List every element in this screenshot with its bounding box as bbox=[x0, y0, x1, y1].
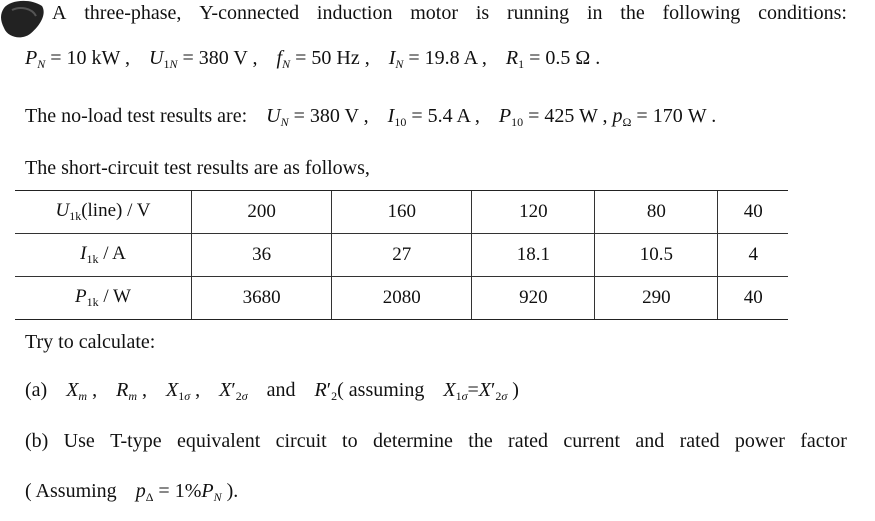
mechanical-loss: 170 W bbox=[652, 105, 707, 127]
table-cell: 2080 bbox=[332, 277, 472, 320]
task-b bbox=[25, 430, 847, 453]
task-a-label: (a) bbox=[25, 379, 48, 401]
task-a: (a) $X_m$ , $R_m$ , $X_{1\sigma}$ , $X'_{2\sigma}$ and $R'_2$( assuming $X_{1\sigma}=X'_{2\sigma}$ ) bbox=[25, 379, 519, 403]
rated-power: 10 kW bbox=[66, 47, 121, 69]
task-a-and: and bbox=[266, 379, 296, 401]
short-circuit-table bbox=[15, 190, 788, 320]
task-b-word: the bbox=[468, 430, 493, 452]
table-cell: 40 bbox=[718, 191, 788, 234]
rated-current: 19.8 A bbox=[424, 47, 477, 69]
table-cell: 10.5 bbox=[595, 234, 718, 277]
noload-voltage: 380 V bbox=[309, 105, 359, 127]
task-b-assuming: ( Assuming bbox=[25, 480, 117, 502]
intro-word: induction bbox=[316, 2, 393, 24]
task-b-word: Use bbox=[63, 430, 95, 452]
task-b-word: current bbox=[563, 430, 621, 452]
table-cell: 27 bbox=[332, 234, 472, 277]
rated-frequency: 50 Hz bbox=[311, 47, 360, 69]
table-cell: 4 bbox=[718, 234, 788, 277]
row-label-voltage: $U_{1k}(line)$ / V bbox=[15, 191, 192, 234]
table-cell: 3680 bbox=[192, 277, 332, 320]
rated-voltage: 380 V bbox=[198, 47, 248, 69]
intro-word: Y-connected bbox=[199, 2, 300, 24]
task-b-word: equivalent bbox=[176, 430, 261, 452]
noload-results: The no-load test results are: $U_N = 380$ V , $I_{10} = 5.4$ A , $P_{10} = 425$ W , $p_\Omega = 170$ W . bbox=[25, 105, 717, 129]
rated-parameters: $P_N = 10$ kW , $U_{1N} = 380$ V , $f_N = 50$ Hz , $I_N = 19.8$ A , $R_1 = 0.5$ Ω . bbox=[25, 47, 601, 71]
table-cell: 160 bbox=[332, 191, 472, 234]
intro-word: running bbox=[506, 2, 570, 24]
task-b-word: determine bbox=[372, 430, 453, 452]
task-b-assumption: ( Assuming $p_\Delta = 1\%P_N$ ). bbox=[25, 480, 239, 504]
intro-word: conditions: bbox=[758, 2, 847, 24]
scribble-blot bbox=[0, 0, 46, 40]
intro-word: A bbox=[52, 2, 67, 24]
row-label-power: $P_{1k}$ / W bbox=[15, 277, 192, 320]
table-row bbox=[15, 191, 788, 234]
task-b-word: and bbox=[635, 430, 665, 452]
table-cell: 290 bbox=[595, 277, 718, 320]
task-b-word: circuit bbox=[275, 430, 327, 452]
task-lead: Try to calculate: bbox=[25, 331, 156, 353]
table-cell: 120 bbox=[472, 191, 595, 234]
sc-lead: The short-circuit test results are as follows, bbox=[25, 157, 370, 179]
task-a-assuming: ( assuming bbox=[337, 379, 425, 401]
intro-sentence bbox=[52, 2, 847, 25]
intro-word: motor bbox=[410, 2, 459, 24]
task-b-word: to bbox=[342, 430, 358, 452]
intro-word: in bbox=[586, 2, 603, 24]
intro-word: three-phase, bbox=[84, 2, 182, 24]
intro-word: is bbox=[475, 2, 490, 24]
table-row bbox=[15, 234, 788, 277]
table-cell: 200 bbox=[192, 191, 332, 234]
table-cell: 36 bbox=[192, 234, 332, 277]
table-cell: 920 bbox=[472, 277, 595, 320]
intro-word: following bbox=[662, 2, 741, 24]
table-row bbox=[15, 277, 788, 320]
table-cell: 80 bbox=[595, 191, 718, 234]
task-b-word: factor bbox=[800, 430, 847, 452]
table-cell: 40 bbox=[718, 277, 788, 320]
task-b-word: rated bbox=[508, 430, 549, 452]
noload-power: 425 W bbox=[544, 105, 598, 127]
noload-current: 5.4 A bbox=[427, 105, 470, 127]
noload-lead: The no-load test results are: bbox=[25, 105, 248, 127]
task-b-value: 1% bbox=[174, 480, 202, 502]
stator-resistance: 0.5 Ω bbox=[545, 47, 591, 69]
task-b-word: power bbox=[734, 430, 785, 452]
task-b-word: (b) bbox=[25, 430, 49, 452]
task-b-word: rated bbox=[679, 430, 720, 452]
task-b-word: T-type bbox=[110, 430, 162, 452]
row-label-current: $I_{1k}$ / A bbox=[15, 234, 192, 277]
table-cell: 18.1 bbox=[472, 234, 595, 277]
intro-word: the bbox=[620, 2, 645, 24]
